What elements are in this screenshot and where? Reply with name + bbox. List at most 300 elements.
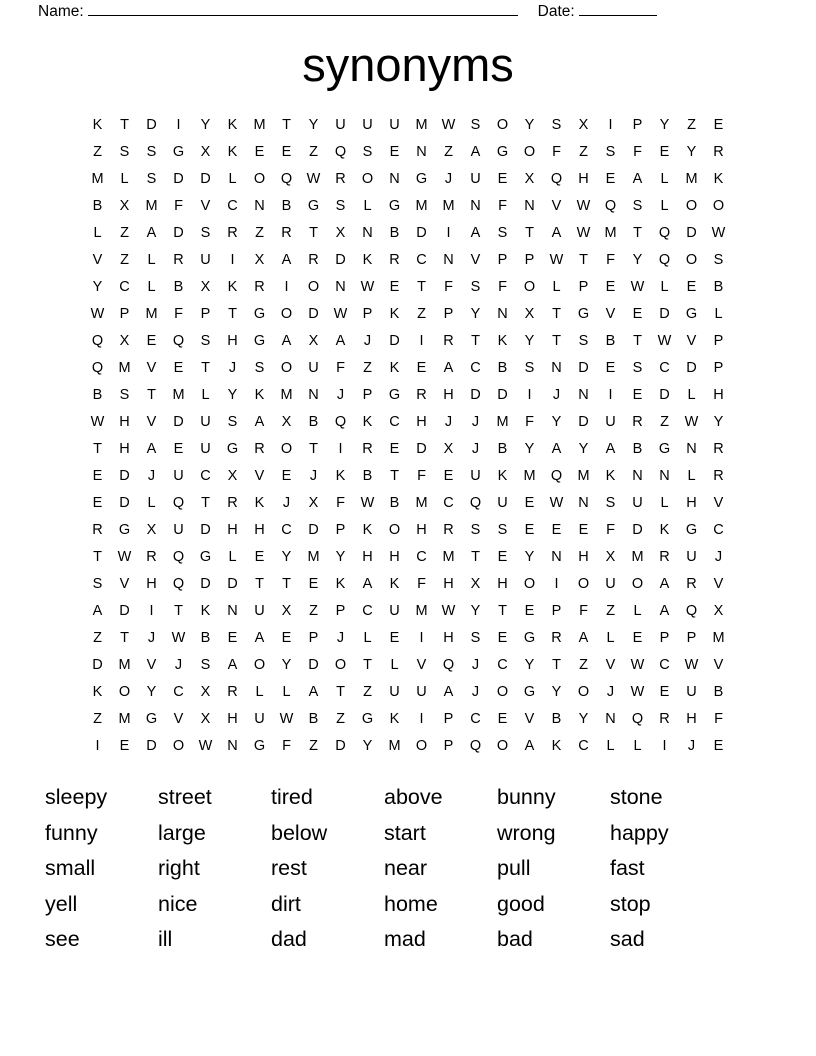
grid-letter[interactable]: Q — [334, 144, 347, 160]
grid-letter[interactable]: T — [174, 603, 183, 619]
grid-letter[interactable]: E — [389, 630, 400, 646]
grid-letter[interactable]: H — [713, 387, 724, 403]
grid-letter[interactable]: P — [443, 711, 454, 727]
grid-letter[interactable]: M — [685, 171, 698, 187]
grid-letter[interactable]: E — [443, 468, 454, 484]
grid-letter[interactable]: D — [632, 522, 643, 538]
grid-letter[interactable]: H — [227, 522, 238, 538]
grid-letter[interactable]: B — [389, 495, 400, 511]
grid-letter[interactable]: T — [498, 603, 507, 619]
grid-letter[interactable]: F — [336, 495, 345, 511]
grid-letter[interactable]: Y — [713, 414, 724, 430]
grid-letter[interactable]: J — [471, 414, 480, 430]
grid-letter[interactable]: E — [524, 603, 535, 619]
grid-letter[interactable]: L — [93, 225, 102, 241]
grid-letter[interactable]: A — [605, 441, 616, 457]
grid-letter[interactable]: L — [660, 171, 669, 187]
grid-letter[interactable]: C — [416, 252, 427, 268]
grid-letter[interactable]: T — [201, 495, 210, 511]
grid-letter[interactable]: E — [659, 144, 670, 160]
grid-letter[interactable]: T — [282, 117, 291, 133]
grid-letter[interactable]: E — [632, 630, 643, 646]
grid-letter[interactable]: R — [254, 279, 265, 295]
grid-letter[interactable]: J — [552, 387, 561, 403]
word-bank-item[interactable]: see — [45, 927, 80, 951]
grid-letter[interactable]: Z — [309, 144, 318, 160]
grid-letter[interactable]: D — [173, 225, 184, 241]
grid-letter[interactable]: Q — [658, 225, 671, 241]
grid-letter[interactable]: X — [308, 333, 319, 349]
grid-letter[interactable]: J — [471, 684, 480, 700]
grid-letter[interactable]: U — [686, 549, 697, 565]
grid-letter[interactable]: W — [279, 711, 294, 727]
grid-letter[interactable]: T — [390, 468, 399, 484]
grid-letter[interactable]: U — [200, 252, 211, 268]
grid-letter[interactable]: E — [389, 279, 400, 295]
grid-letter[interactable]: Z — [417, 306, 426, 322]
grid-letter[interactable]: T — [552, 306, 561, 322]
grid-letter[interactable]: N — [362, 225, 373, 241]
grid-letter[interactable]: D — [308, 306, 319, 322]
grid-letter[interactable]: V — [470, 252, 481, 268]
grid-letter[interactable]: I — [419, 630, 424, 646]
grid-letter[interactable]: R — [335, 171, 346, 187]
grid-letter[interactable]: U — [173, 468, 184, 484]
grid-letter[interactable]: M — [91, 171, 104, 187]
grid-letter[interactable]: D — [119, 468, 130, 484]
grid-letter[interactable]: A — [362, 576, 373, 592]
grid-letter[interactable]: O — [523, 576, 536, 592]
grid-letter[interactable]: K — [713, 171, 724, 187]
grid-letter[interactable]: S — [524, 360, 535, 376]
grid-letter[interactable]: E — [497, 711, 508, 727]
grid-letter[interactable]: S — [605, 144, 616, 160]
grid-letter[interactable]: I — [230, 252, 235, 268]
grid-letter[interactable]: I — [338, 441, 343, 457]
grid-letter[interactable]: K — [389, 360, 400, 376]
grid-letter[interactable]: A — [632, 171, 643, 187]
grid-letter[interactable]: Y — [227, 387, 238, 403]
grid-letter[interactable]: K — [254, 495, 265, 511]
grid-letter[interactable]: Y — [686, 144, 697, 160]
grid-letter[interactable]: E — [173, 360, 184, 376]
grid-letter[interactable]: S — [470, 630, 481, 646]
grid-letter[interactable]: N — [389, 171, 400, 187]
grid-letter[interactable]: W — [630, 657, 645, 673]
grid-letter[interactable]: B — [497, 441, 508, 457]
grid-letter[interactable]: D — [470, 387, 481, 403]
grid-letter[interactable]: V — [605, 657, 616, 673]
grid-letter[interactable]: R — [146, 549, 157, 565]
grid-letter[interactable]: Y — [92, 279, 103, 295]
grid-letter[interactable]: R — [551, 630, 562, 646]
grid-letter[interactable]: N — [551, 360, 562, 376]
word-bank-item[interactable]: stop — [610, 891, 651, 916]
grid-letter[interactable]: G — [523, 630, 536, 646]
grid-letter[interactable]: H — [362, 549, 373, 565]
grid-letter[interactable]: X — [281, 414, 292, 430]
word-bank-item[interactable]: near — [384, 856, 428, 880]
grid-letter[interactable]: D — [578, 414, 589, 430]
grid-letter[interactable]: P — [119, 306, 130, 322]
grid-letter[interactable]: L — [606, 630, 615, 646]
grid-letter[interactable]: W — [198, 738, 213, 754]
grid-letter[interactable]: T — [255, 576, 264, 592]
grid-letter[interactable]: O — [496, 117, 509, 133]
grid-letter[interactable]: X — [227, 468, 238, 484]
grid-letter[interactable]: S — [551, 117, 562, 133]
grid-letter[interactable]: S — [200, 333, 211, 349]
grid-letter[interactable]: M — [523, 468, 536, 484]
grid-letter[interactable]: M — [442, 549, 455, 565]
word-bank-item[interactable]: large — [158, 820, 206, 845]
grid-letter[interactable]: Z — [120, 225, 129, 241]
grid-letter[interactable]: R — [659, 549, 670, 565]
grid-letter[interactable]: A — [551, 441, 562, 457]
grid-letter[interactable]: X — [335, 225, 346, 241]
grid-letter[interactable]: J — [147, 468, 156, 484]
grid-letter[interactable]: B — [92, 198, 103, 214]
grid-letter[interactable]: Y — [281, 549, 292, 565]
grid-letter[interactable]: B — [605, 333, 616, 349]
grid-letter[interactable]: M — [307, 549, 320, 565]
grid-letter[interactable]: F — [417, 468, 426, 484]
grid-letter[interactable]: R — [713, 468, 724, 484]
grid-letter[interactable]: F — [714, 711, 723, 727]
grid-letter[interactable]: G — [307, 198, 320, 214]
grid-letter[interactable]: Q — [469, 495, 482, 511]
grid-letter[interactable]: Y — [551, 414, 562, 430]
grid-letter[interactable]: B — [632, 441, 643, 457]
grid-letter[interactable]: B — [173, 279, 184, 295]
grid-letter[interactable]: S — [119, 387, 130, 403]
grid-letter[interactable]: A — [335, 333, 346, 349]
grid-letter[interactable]: E — [605, 279, 616, 295]
grid-letter[interactable]: C — [173, 684, 184, 700]
grid-letter[interactable]: T — [147, 387, 156, 403]
grid-letter[interactable]: H — [443, 630, 454, 646]
grid-letter[interactable]: S — [362, 144, 373, 160]
grid-letter[interactable]: H — [227, 333, 238, 349]
grid-letter[interactable]: D — [659, 306, 670, 322]
grid-letter[interactable]: R — [389, 252, 400, 268]
grid-letter[interactable]: D — [173, 171, 184, 187]
grid-letter[interactable]: F — [498, 198, 507, 214]
grid-letter[interactable]: W — [171, 630, 186, 646]
grid-letter[interactable]: B — [362, 468, 373, 484]
grid-letter[interactable]: T — [471, 333, 480, 349]
grid-letter[interactable]: P — [659, 630, 670, 646]
grid-letter[interactable]: K — [659, 522, 670, 538]
grid-letter[interactable]: K — [362, 522, 373, 538]
grid-letter[interactable]: C — [281, 522, 292, 538]
grid-letter[interactable]: H — [227, 711, 238, 727]
grid-letter[interactable]: W — [549, 495, 564, 511]
grid-letter[interactable]: Z — [444, 144, 453, 160]
grid-letter[interactable]: K — [497, 333, 508, 349]
grid-letter[interactable]: N — [605, 711, 616, 727]
grid-letter[interactable]: Q — [334, 414, 347, 430]
grid-letter[interactable]: G — [685, 522, 698, 538]
grid-letter[interactable]: R — [254, 441, 265, 457]
grid-letter[interactable]: A — [443, 360, 454, 376]
grid-letter[interactable]: H — [254, 522, 265, 538]
grid-letter[interactable]: E — [92, 468, 103, 484]
grid-letter[interactable]: D — [200, 576, 211, 592]
grid-letter[interactable]: G — [388, 387, 401, 403]
grid-letter[interactable]: C — [389, 414, 400, 430]
grid-letter[interactable]: Y — [524, 117, 535, 133]
grid-letter[interactable]: W — [684, 657, 699, 673]
grid-letter[interactable]: L — [660, 279, 669, 295]
grid-letter[interactable]: A — [470, 225, 481, 241]
grid-letter[interactable]: J — [147, 630, 156, 646]
grid-letter[interactable]: C — [578, 738, 589, 754]
grid-letter[interactable]: I — [527, 387, 532, 403]
word-bank-item[interactable]: nice — [158, 891, 198, 916]
grid-letter[interactable]: K — [389, 576, 400, 592]
grid-letter[interactable]: U — [254, 603, 265, 619]
grid-letter[interactable]: M — [253, 117, 266, 133]
grid-letter[interactable]: V — [173, 711, 184, 727]
grid-letter[interactable]: V — [119, 576, 130, 592]
grid-letter[interactable]: S — [497, 225, 508, 241]
grid-letter[interactable]: U — [308, 360, 319, 376]
grid-letter[interactable]: N — [578, 495, 589, 511]
grid-letter[interactable]: F — [282, 738, 291, 754]
grid-letter[interactable]: O — [523, 279, 536, 295]
grid-letter[interactable]: F — [633, 144, 642, 160]
grid-letter[interactable]: H — [146, 576, 157, 592]
grid-letter[interactable]: K — [254, 387, 265, 403]
grid-letter[interactable]: S — [227, 414, 238, 430]
grid-letter[interactable]: R — [362, 441, 373, 457]
grid-letter[interactable]: P — [686, 630, 697, 646]
grid-letter[interactable]: N — [632, 468, 643, 484]
grid-letter[interactable]: L — [633, 603, 642, 619]
grid-letter[interactable]: J — [309, 468, 318, 484]
grid-letter[interactable]: O — [280, 360, 293, 376]
word-bank-item[interactable]: funny — [45, 820, 98, 845]
grid-letter[interactable]: S — [200, 657, 211, 673]
grid-letter[interactable]: E — [713, 117, 724, 133]
grid-letter[interactable]: X — [254, 252, 265, 268]
grid-letter[interactable]: O — [496, 738, 509, 754]
grid-letter[interactable]: E — [497, 171, 508, 187]
grid-letter[interactable]: O — [253, 657, 266, 673]
grid-letter[interactable]: Y — [632, 252, 643, 268]
grid-letter[interactable]: R — [308, 252, 319, 268]
word-bank-item[interactable]: home — [384, 891, 438, 916]
grid-letter[interactable]: G — [253, 738, 266, 754]
grid-letter[interactable]: R — [92, 522, 103, 538]
grid-letter[interactable]: E — [578, 522, 589, 538]
grid-letter[interactable]: P — [335, 603, 346, 619]
grid-letter[interactable]: E — [659, 684, 670, 700]
grid-letter[interactable]: V — [713, 576, 724, 592]
grid-letter[interactable]: D — [416, 441, 427, 457]
grid-letter[interactable]: K — [200, 603, 211, 619]
grid-letter[interactable]: O — [631, 576, 644, 592]
grid-letter[interactable]: Y — [200, 117, 211, 133]
grid-letter[interactable]: Z — [606, 603, 615, 619]
word-bank-item[interactable]: below — [271, 820, 328, 845]
grid-letter[interactable]: V — [416, 657, 427, 673]
grid-letter[interactable]: T — [93, 549, 102, 565]
grid-letter[interactable]: T — [471, 549, 480, 565]
grid-letter[interactable]: S — [470, 117, 481, 133]
grid-letter[interactable]: A — [524, 738, 535, 754]
grid-letter[interactable]: D — [173, 414, 184, 430]
grid-letter[interactable]: G — [658, 441, 671, 457]
grid-letter[interactable]: O — [388, 522, 401, 538]
grid-letter[interactable]: M — [712, 630, 725, 646]
grid-letter[interactable]: K — [92, 117, 103, 133]
word-bank-item[interactable]: bad — [497, 927, 533, 951]
grid-letter[interactable]: X — [200, 711, 211, 727]
grid-letter[interactable]: Y — [659, 117, 670, 133]
grid-letter[interactable]: J — [714, 549, 723, 565]
grid-letter[interactable]: O — [307, 279, 320, 295]
grid-letter[interactable]: T — [363, 657, 372, 673]
grid-letter[interactable]: D — [308, 522, 319, 538]
grid-letter[interactable]: I — [608, 387, 613, 403]
grid-letter[interactable]: E — [497, 630, 508, 646]
grid-letter[interactable]: A — [146, 225, 157, 241]
grid-letter[interactable]: X — [146, 522, 157, 538]
grid-letter[interactable]: O — [685, 198, 698, 214]
grid-letter[interactable]: F — [174, 198, 183, 214]
grid-letter[interactable]: D — [389, 333, 400, 349]
grid-letter[interactable]: X — [578, 117, 589, 133]
grid-letter[interactable]: T — [552, 657, 561, 673]
grid-letter[interactable]: G — [415, 171, 428, 187]
date-write-line[interactable] — [579, 2, 657, 16]
word-bank-item[interactable]: street — [158, 785, 212, 809]
grid-letter[interactable]: Y — [470, 306, 481, 322]
grid-letter[interactable]: O — [523, 144, 536, 160]
grid-letter[interactable]: B — [281, 198, 292, 214]
grid-letter[interactable]: K — [227, 117, 238, 133]
grid-letter[interactable]: X — [281, 603, 292, 619]
grid-letter[interactable]: P — [551, 603, 562, 619]
grid-letter[interactable]: U — [173, 522, 184, 538]
grid-letter[interactable]: I — [554, 576, 559, 592]
grid-letter[interactable]: L — [660, 495, 669, 511]
grid-letter[interactable]: R — [686, 576, 697, 592]
grid-letter[interactable]: U — [389, 684, 400, 700]
grid-letter[interactable]: Q — [172, 333, 185, 349]
grid-letter[interactable]: D — [119, 495, 130, 511]
grid-letter[interactable]: D — [578, 360, 589, 376]
grid-letter[interactable]: K — [389, 711, 400, 727]
grid-letter[interactable]: U — [362, 117, 373, 133]
word-bank-item[interactable]: stone — [610, 785, 663, 809]
grid-letter[interactable]: Z — [309, 738, 318, 754]
grid-letter[interactable]: F — [498, 279, 507, 295]
word-bank-item[interactable]: wrong — [497, 820, 556, 845]
grid-letter[interactable]: E — [524, 495, 535, 511]
grid-letter[interactable]: T — [201, 360, 210, 376]
grid-letter[interactable]: A — [92, 603, 103, 619]
grid-letter[interactable]: W — [360, 279, 375, 295]
grid-letter[interactable]: U — [632, 495, 643, 511]
grid-letter[interactable]: N — [470, 198, 481, 214]
grid-letter[interactable]: F — [417, 576, 426, 592]
grid-letter[interactable]: H — [389, 549, 400, 565]
grid-letter[interactable]: S — [470, 522, 481, 538]
grid-letter[interactable]: S — [146, 171, 157, 187]
grid-letter[interactable]: E — [281, 468, 292, 484]
grid-letter[interactable]: I — [446, 225, 451, 241]
grid-letter[interactable]: E — [119, 738, 130, 754]
grid-letter[interactable]: N — [497, 306, 508, 322]
grid-letter[interactable]: F — [525, 414, 534, 430]
grid-letter[interactable]: V — [713, 657, 724, 673]
grid-letter[interactable]: L — [633, 738, 642, 754]
grid-letter[interactable]: D — [92, 657, 103, 673]
grid-letter[interactable]: H — [497, 576, 508, 592]
grid-letter[interactable]: M — [172, 387, 185, 403]
grid-letter[interactable]: L — [552, 279, 561, 295]
grid-letter[interactable]: P — [713, 360, 724, 376]
grid-letter[interactable]: F — [552, 144, 561, 160]
word-bank-item[interactable]: fast — [610, 856, 645, 880]
grid-letter[interactable]: P — [497, 252, 508, 268]
grid-letter[interactable]: V — [146, 657, 157, 673]
grid-letter[interactable]: T — [282, 576, 291, 592]
grid-letter[interactable]: V — [605, 306, 616, 322]
grid-letter[interactable]: Z — [579, 144, 588, 160]
grid-letter[interactable]: Q — [550, 468, 563, 484]
name-write-line[interactable] — [88, 2, 518, 16]
grid-letter[interactable]: S — [200, 225, 211, 241]
grid-letter[interactable]: S — [605, 495, 616, 511]
grid-letter[interactable]: Z — [687, 117, 696, 133]
grid-letter[interactable]: J — [336, 387, 345, 403]
grid-letter[interactable]: B — [200, 630, 211, 646]
grid-letter[interactable]: S — [146, 144, 157, 160]
grid-letter[interactable]: L — [120, 171, 129, 187]
grid-letter[interactable]: L — [606, 738, 615, 754]
grid-letter[interactable]: A — [254, 414, 265, 430]
grid-letter[interactable]: C — [659, 360, 670, 376]
grid-letter[interactable]: K — [335, 468, 346, 484]
grid-letter[interactable]: U — [389, 117, 400, 133]
grid-letter[interactable]: Q — [91, 333, 104, 349]
grid-letter[interactable]: J — [687, 738, 696, 754]
grid-letter[interactable]: U — [200, 414, 211, 430]
grid-letter[interactable]: I — [662, 738, 667, 754]
grid-letter[interactable]: F — [444, 279, 453, 295]
grid-letter[interactable]: S — [335, 198, 346, 214]
grid-letter[interactable]: U — [470, 468, 481, 484]
grid-letter[interactable]: X — [605, 549, 616, 565]
grid-letter[interactable]: L — [147, 495, 156, 511]
grid-letter[interactable]: S — [578, 333, 589, 349]
grid-letter[interactable]: D — [416, 225, 427, 241]
grid-letter[interactable]: J — [363, 333, 372, 349]
grid-letter[interactable]: R — [173, 252, 184, 268]
grid-letter[interactable]: G — [577, 306, 590, 322]
grid-letter[interactable]: T — [309, 441, 318, 457]
grid-letter[interactable]: Z — [93, 144, 102, 160]
grid-letter[interactable]: H — [686, 495, 697, 511]
grid-letter[interactable]: M — [118, 360, 131, 376]
grid-letter[interactable]: X — [524, 306, 535, 322]
grid-letter[interactable]: J — [336, 630, 345, 646]
grid-letter[interactable]: L — [228, 549, 237, 565]
